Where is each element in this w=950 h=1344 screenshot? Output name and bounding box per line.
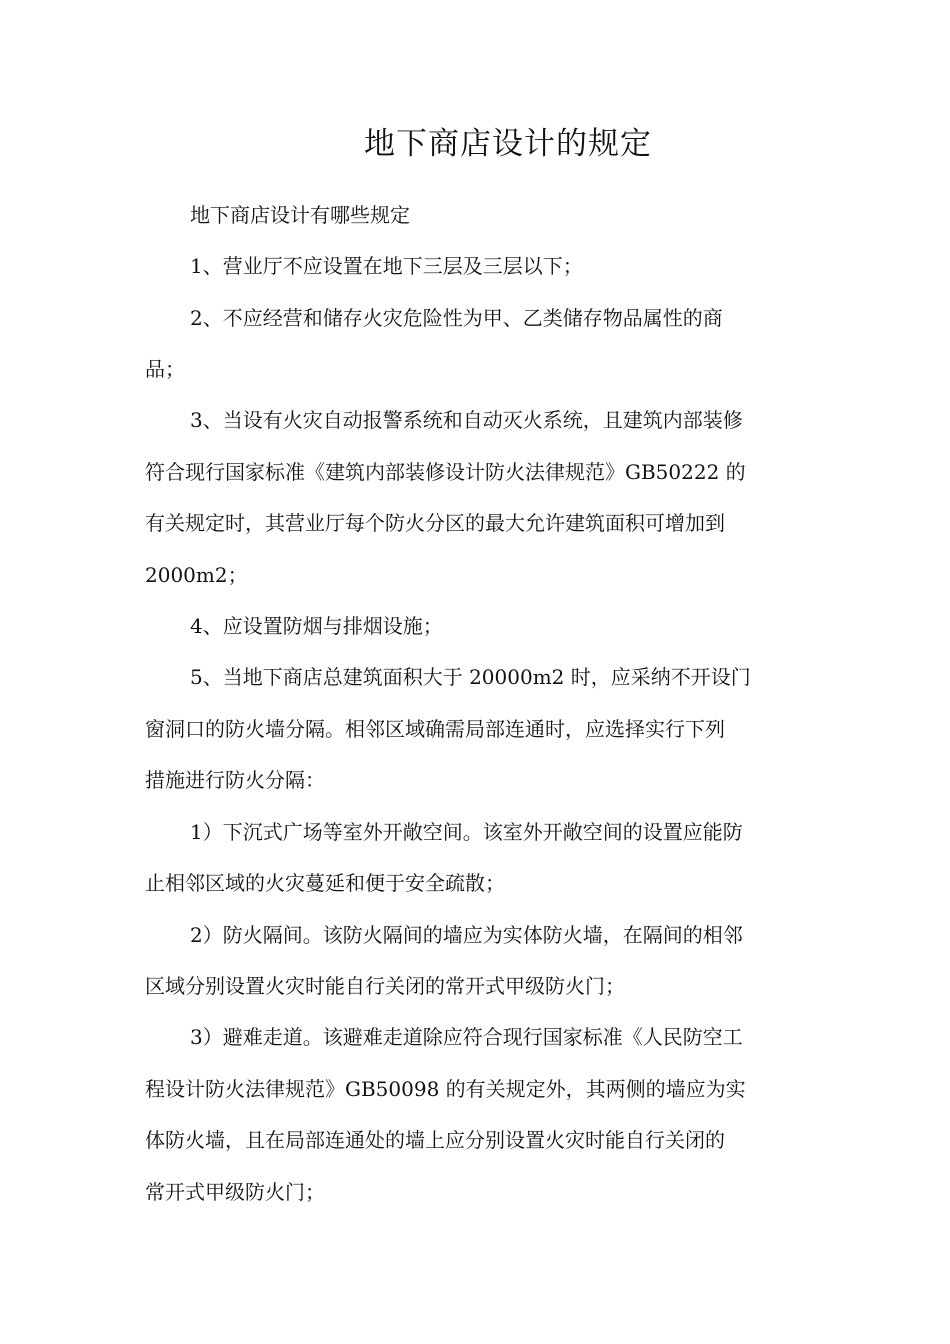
measure-2-line-2: 区域分别设置火灾时能自行关闭的常开式甲级防火门； [145,974,625,998]
rule-3-line-4: 2000m2； [145,563,248,587]
rule-2-line-1: 2、不应经营和储存火灾危险性为甲、乙类储存物品属性的商 [190,306,723,330]
document-title: 地下商店设计的规定 [364,126,652,162]
rule-3-line-3: 有关规定时，其营业厅每个防火分区的最大允许建筑面积可增加到 [145,511,725,535]
measure-1-line-2: 止相邻区域的火灾蔓延和便于安全疏散； [145,871,505,895]
measure-1-line-1: 1）下沉式广场等室外开敞空间。该室外开敞空间的设置应能防 [190,820,743,844]
rule-5-line-3: 措施进行防火分隔： [145,768,325,792]
measure-2-line-1: 2）防火隔间。该防火隔间的墙应为实体防火墙，在隔间的相邻 [190,923,743,947]
rule-1-line: 1、营业厅不应设置在地下三层及三层以下； [190,254,583,278]
rule-5-line-2: 窗洞口的防火墙分隔。相邻区域确需局部连通时，应选择实行下列 [145,717,725,741]
rule-2-line-2: 品； [145,357,185,381]
rule-3-line-1: 3、当设有火灾自动报警系统和自动灭火系统，且建筑内部装修 [190,408,743,432]
rule-3-line-2: 符合现行国家标准《建筑内部装修设计防火法律规范》GB50222 的 [145,460,746,484]
measure-3-line-4: 常开式甲级防火门； [145,1180,325,1204]
rule-4-line: 4、应设置防烟与排烟设施； [190,614,443,638]
rule-5-line-1: 5、当地下商店总建筑面积大于 20000m2 时，应采纳不开设门 [190,665,751,689]
measure-3-line-1: 3）避难走道。该避难走道除应符合现行国家标准《人民防空工 [190,1025,743,1049]
subtitle-line: 地下商店设计有哪些规定 [190,203,410,227]
measure-3-line-2: 程设计防火法律规范》GB50098 的有关规定外，其两侧的墙应为实 [145,1077,746,1101]
measure-3-line-3: 体防火墙，且在局部连通处的墙上应分别设置火灾时能自行关闭的 [145,1128,725,1152]
